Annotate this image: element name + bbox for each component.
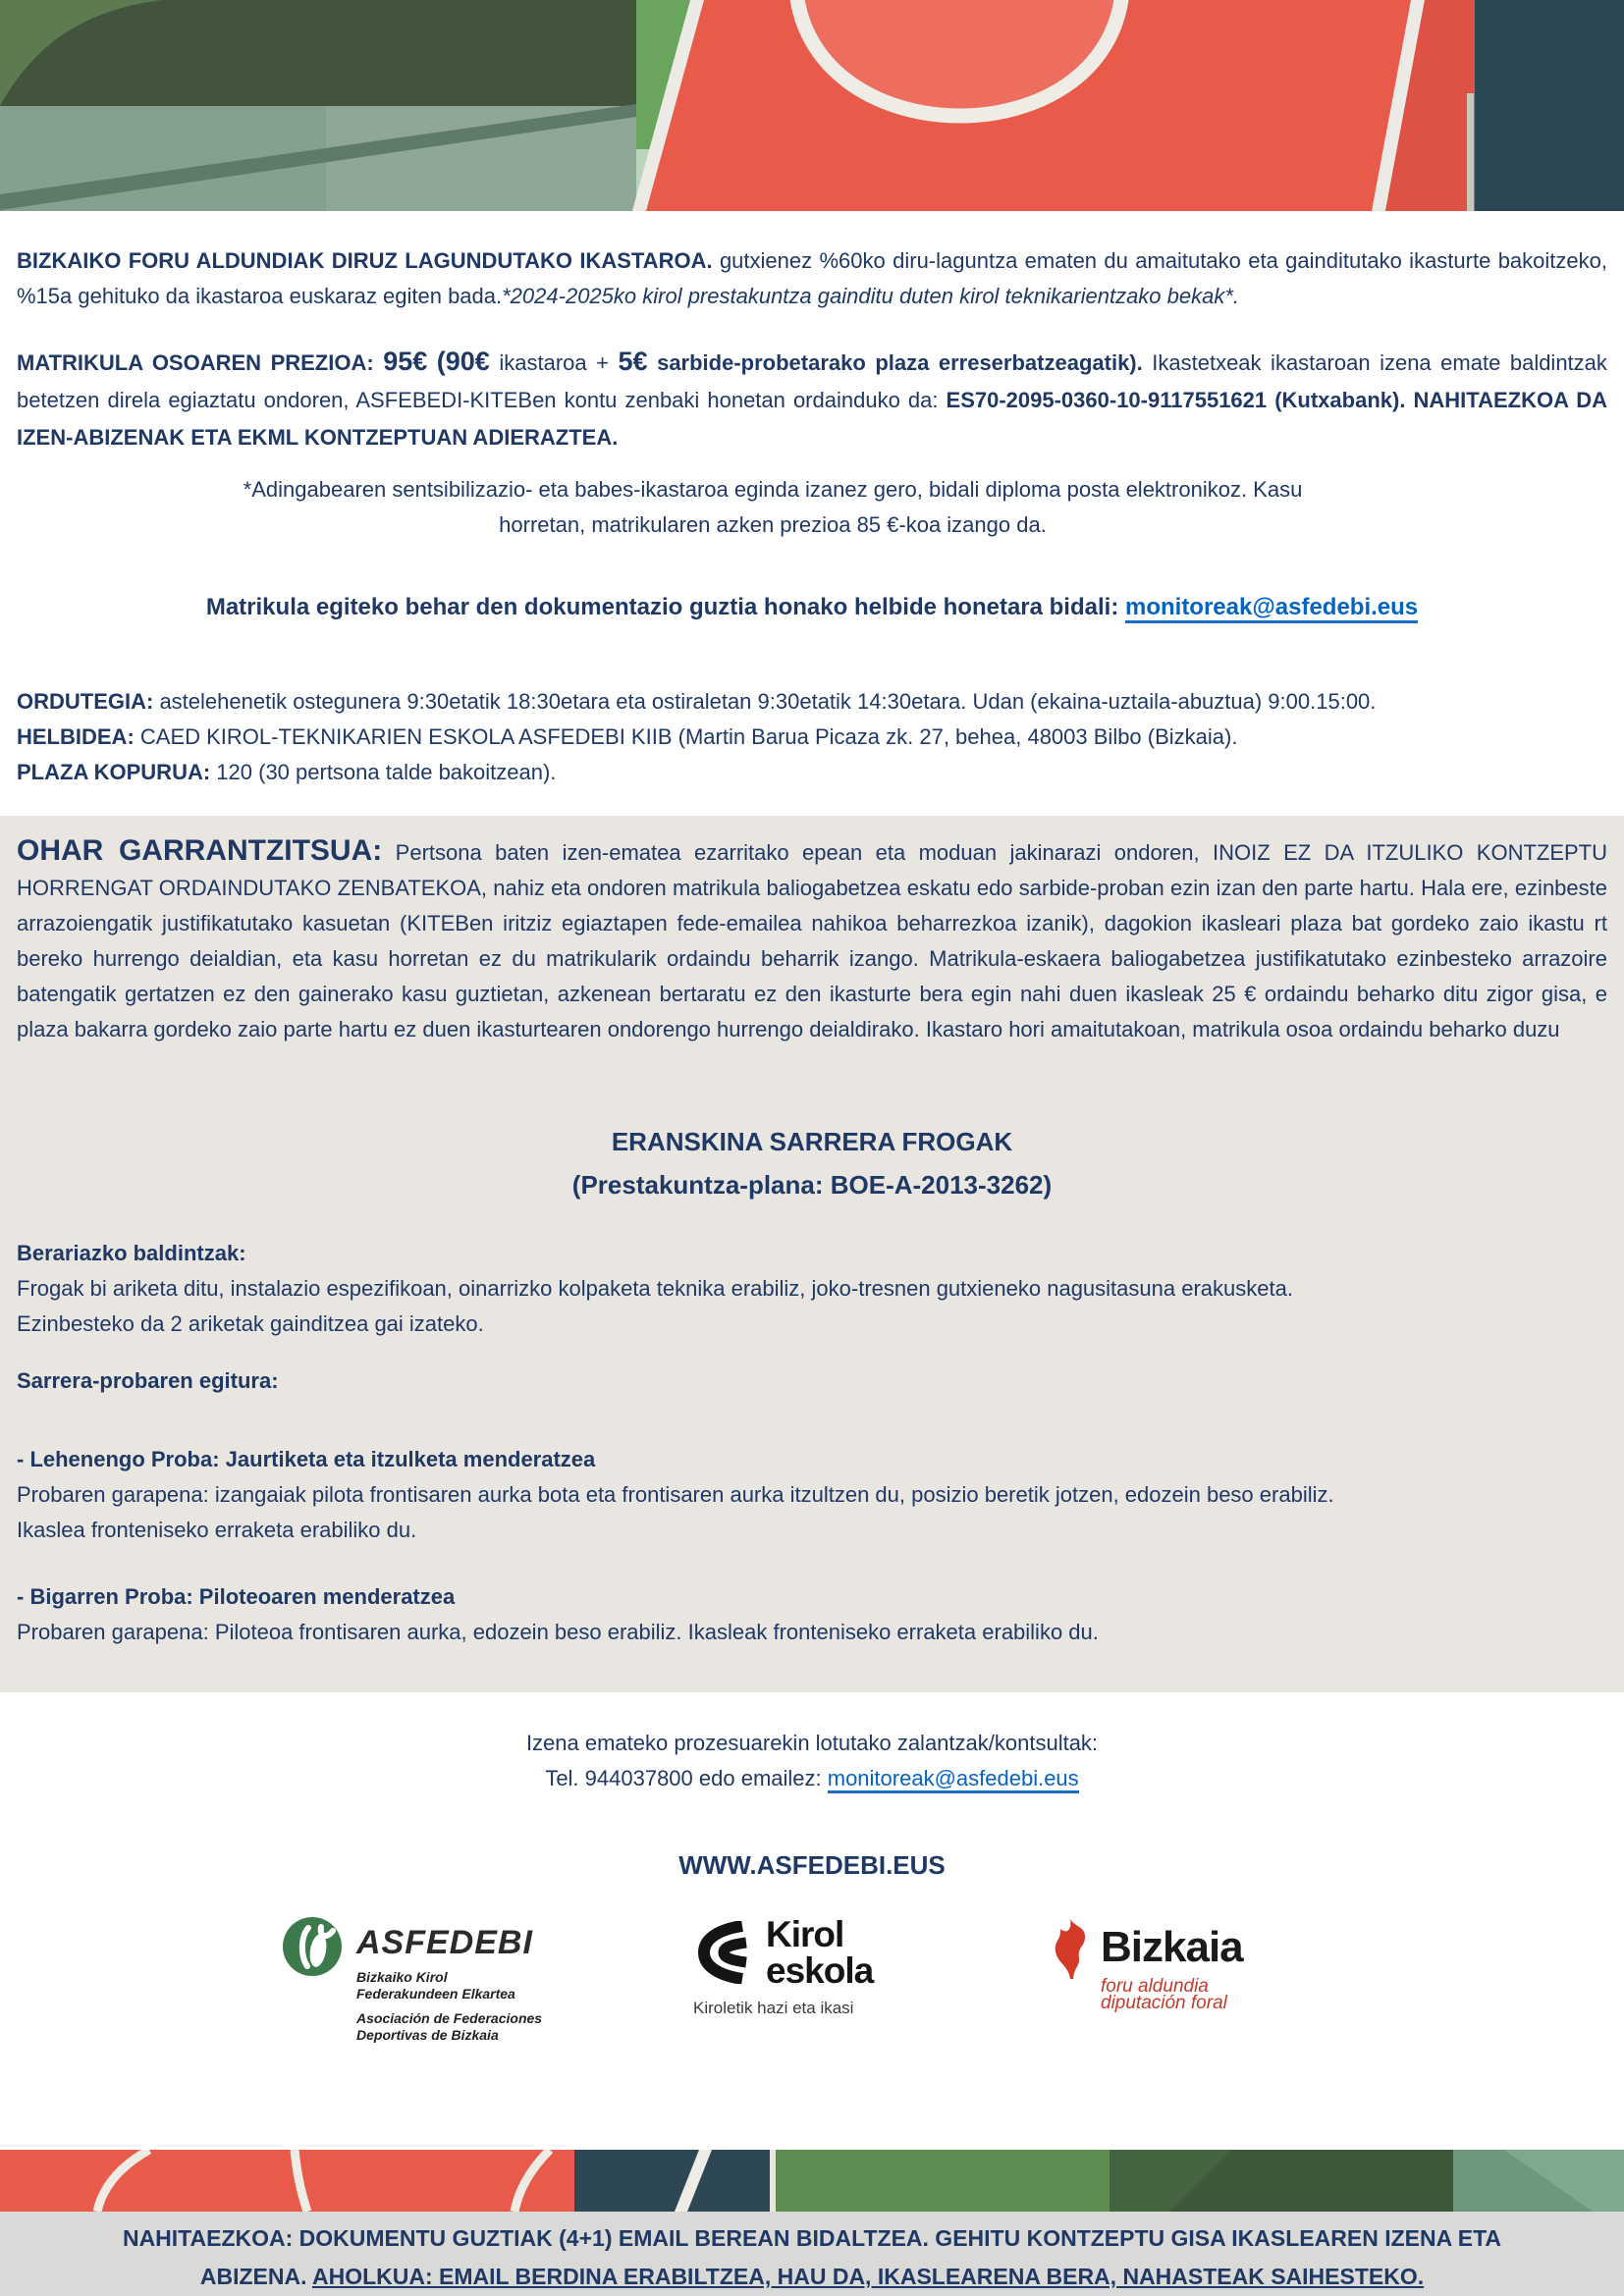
address-line <box>17 720 1607 755</box>
footer-decorative-strip <box>0 2150 1624 2212</box>
footer-abstract-art-image <box>0 2150 1624 2212</box>
capacity-text: 120 (30 pertsona talde bakoitzean). <box>210 760 557 784</box>
bizkaia-logo-subtitle-spanish: diputación foral <box>1101 1993 1227 2013</box>
address-label: HELBIDEA: <box>17 724 135 749</box>
intro-text: gutxienez %60ko diru-laguntza ematen du amaitutako eta gainditutako ikasturte bakoitzeko, %15a gehituko da ikastaroa euskaraz egiten bada. <box>17 248 1607 308</box>
bizkaia-logo-name: Bizkaia <box>1101 1923 1243 1971</box>
price-reserve-text: sarbide-probetarako plaza erreserbatzeagatik). <box>657 350 1143 375</box>
asfedebi-logo-name: ASFEDEBI <box>356 1924 533 1961</box>
website-url: WWW.ASFEDEBI.EUS <box>678 1850 946 1880</box>
asfedebi-circle-icon <box>282 1916 343 1977</box>
bank-account-number: ES70-2095-0360-10-9117551621 (Kutxabank). NAHITAEZKOA DA IZEN-ABIZENAK ETA EKML KONTZEPTUAN ADIERAZTEA. <box>17 388 1607 450</box>
kirol-eskola-k-icon <box>689 1921 750 1984</box>
schedule-line <box>17 684 1607 720</box>
schedule-label: ORDUTEGIA: <box>17 689 154 714</box>
diploma-note: *Adingabearen sentsibilizazio- eta babes-ikastaroa eginda izanez gero, bidali diploma posta elektronikoz. Kasu horretan, matrikularen azken prezioa 85 €-koa izango da. <box>243 477 1303 537</box>
footer-notice-advice-underlined: AHOLKUA: EMAIL BERDINA ERABILTZEA, HAU DA, IKASLEARENA BERA, NAHASTEAK SAIHESTEKO. <box>312 2264 1425 2289</box>
footer-notice-text <box>85 2219 1539 2296</box>
price-plus-sign: + <box>596 350 609 375</box>
asfedebi-logo <box>282 1916 576 2044</box>
payment-instructions: Ikastetxeak ikastaroan izena emate baldintzak betetzen direla egiaztatu ondoren, ASFEBEDI-KITEBen kontu zenbaki honetan ordainduko da: <box>17 350 1607 412</box>
price-label: MATRIKULA OSOAREN PREZIOA: <box>17 350 374 375</box>
capacity-line <box>17 755 1607 790</box>
asfedebi-logo-spanish-line2: Deportivas de Bizkaia <box>356 2027 499 2043</box>
annex-subtitle: (Prestakuntza-plana: BOE-A-2013-3262) <box>571 1170 1053 1200</box>
price-word-course: ikastaroa <box>499 350 587 375</box>
capacity-label: PLAZA KOPURUA: <box>17 760 211 784</box>
intro-italic-note: *2024-2025ko kirol prestakuntza gainditu duten kirol teknikarientzako bekak*. <box>502 284 1240 308</box>
contact-phone-text: Tel. 944037800 edo emailez: <box>545 1766 828 1790</box>
price-course-paren: (90€ <box>436 347 490 376</box>
important-notice-body: Pertsona baten izen-ematea ezarritako epean eta moduan jakinarazi ondoren, INOIZ EZ DA ITZULIKO KONTZEPTU HORRENGAT ORDAINDUTAKO ZENBATEKOA, nahiz eta ondoren matrikula baliogabetzea eskatu edo sarbide-proban ezin izan den parte hartu. Hala ere, ezinbeste arrazoiengatik justifikatutako kasuetan (KITEBen iritziz egiaztapen fede-emailea nahikoa beharrezkoa izanik), dagokion ikasleari plaza bat gordeko zaio ikastu rt bereko hurrengo deialdian, eta kasu horretan ez du matrikularik ordaindu beharrik izango. Matrikula-eskaera baliogabetzea justifikatutako ezinbesteko arrazoire batengatik gertatzen ez den gainerako kasu guztietan, azkenean bertaratu ez den ikasturte bera egin nahi duen ikasleak 25 € ordaindu beharko ditu zigor gisa, e plaza bakarra gordeko zaio parte hartu ez duen ikasturtearen ondorengo hurrengo deialdirako. Ikastaro hori amaitutakoan, matrikula osoa ordaindu beharko duzu <box>17 840 1608 1041</box>
annex-heading <box>17 1120 1607 1206</box>
course-info-block <box>17 684 1607 790</box>
kirol-eskola-name-line1: Kirol <box>766 1914 844 1954</box>
footer-notice-band <box>0 2212 1624 2296</box>
specific-conditions-line2: Ezinbesteko da 2 ariketak gainditzea gai izateko. <box>17 1311 484 1336</box>
header-decorative-banner <box>0 0 1624 211</box>
footer-notice-main: NAHITAEZKOA: DOKUMENTU GUZTIAK (4+1) EMAIL BEREAN BIDALTZEA. GEHITU KONTZEPTU GISA IKASLEAREN IZENA ETA ABIZENA. <box>122 2225 1502 2289</box>
test1-title: - Lehenengo Proba: Jaurtiketa eta itzulketa menderatzea <box>17 1447 596 1471</box>
price-total: 95€ <box>383 347 428 376</box>
specific-conditions-line1: Frogak bi ariketa ditu, instalazio espezifikoan, oinarrizko kolpaketa teknika erabiliz, joko-tresnen gutxieneko nagusitasuna erakusketa. <box>17 1276 1293 1301</box>
address-text: CAED KIROL-TEKNIKARIEN ESKOLA ASFEDEBI KIIB (Martin Barua Picaza zk. 27, behea, 48003 Bilbo (Bizkaia). <box>134 724 1238 749</box>
test1-description-line1: Probaren garapena: izangaiak pilota frontisaren aurka bota eta frontisaren aurka itzultzen du, posizio beretik jotzen, edozein beso erabiliz. <box>17 1482 1334 1507</box>
contact-email-link[interactable]: monitoreak@asfedebi.eus <box>828 1766 1079 1793</box>
test1-description-line2: Ikaslea fronteniseko erraketa erabiliko du. <box>17 1518 417 1542</box>
bizkaia-logo <box>1048 1916 1342 2014</box>
price-reserve-fee: 5€ <box>618 347 648 376</box>
asfedebi-logo-basque-line2: Federakundeen Elkartea <box>356 1986 515 2002</box>
bizkaia-logo-subtitle-basque: foru aldundia <box>1101 1976 1209 1997</box>
bizkaia-logo-row <box>1048 1916 1342 1981</box>
contact-phone-line <box>0 1761 1624 1796</box>
send-docs-line <box>17 588 1607 627</box>
test-structure-label: Sarrera-probaren egitura: <box>17 1368 279 1393</box>
logos-row <box>0 1916 1624 2044</box>
specific-conditions-label: Berariazko baldintzak: <box>17 1241 246 1265</box>
schedule-text: astelehenetik ostegunera 9:30etatik 18:30etara eta ostiraletan 9:30etatik 14:30etara. Udan (ekaina-uztaila-abuztua) 9:00.15:00. <box>153 689 1377 714</box>
bizkaia-leaf-icon <box>1048 1916 1093 1981</box>
price-paragraph <box>17 343 1607 456</box>
kirol-eskola-logo <box>689 1916 935 2018</box>
enrollment-email-link[interactable]: monitoreak@asfedebi.eus <box>1125 594 1418 623</box>
important-notice-paragraph <box>17 833 1607 1047</box>
send-docs-text: Matrikula egiteko behar den dokumentazio guztia honako helbide honetara bidali: <box>205 594 1125 620</box>
important-notice-label: OHAR GARRANTZITSUA: <box>17 834 383 867</box>
asfedebi-logo-spanish-line1: Asociación de Federaciones <box>356 2010 543 2026</box>
kirol-eskola-tagline: Kiroletik hazi eta ikasi <box>693 1999 854 2017</box>
kirol-eskola-logo-row <box>689 1916 935 1989</box>
notice-and-annex-section <box>0 816 1624 1692</box>
annex-title: ERANSKINA SARRERA FROGAK <box>611 1127 1013 1156</box>
header-abstract-art-image <box>0 0 1624 211</box>
asfedebi-logo-text <box>356 1916 542 2044</box>
intro-heading: BIZKAIKO FORU ALDUNDIAK DIRUZ LAGUNDUTAKO IKASTAROA. <box>17 248 713 273</box>
footer <box>0 2150 1624 2296</box>
intro-paragraph <box>17 243 1607 314</box>
contact-question-line: Izena emateko prozesuarekin lotutako zalantzak/kontsultak: <box>525 1731 1099 1755</box>
document-body <box>0 243 1624 790</box>
kirol-eskola-name-line2: eskola <box>766 1950 874 1991</box>
test2-title: - Bigarren Proba: Piloteoaren menderatzea <box>17 1584 456 1609</box>
asfedebi-logo-basque-line1: Bizkaiko Kirol <box>356 1969 448 1985</box>
kirol-eskola-wordmark <box>766 1916 873 1989</box>
test2-description-line1: Probaren garapena: Piloteoa frontisaren aurka, edozein beso erabiliz. Ikasleak fronteniseko erraketa erabiliko du. <box>17 1620 1099 1644</box>
